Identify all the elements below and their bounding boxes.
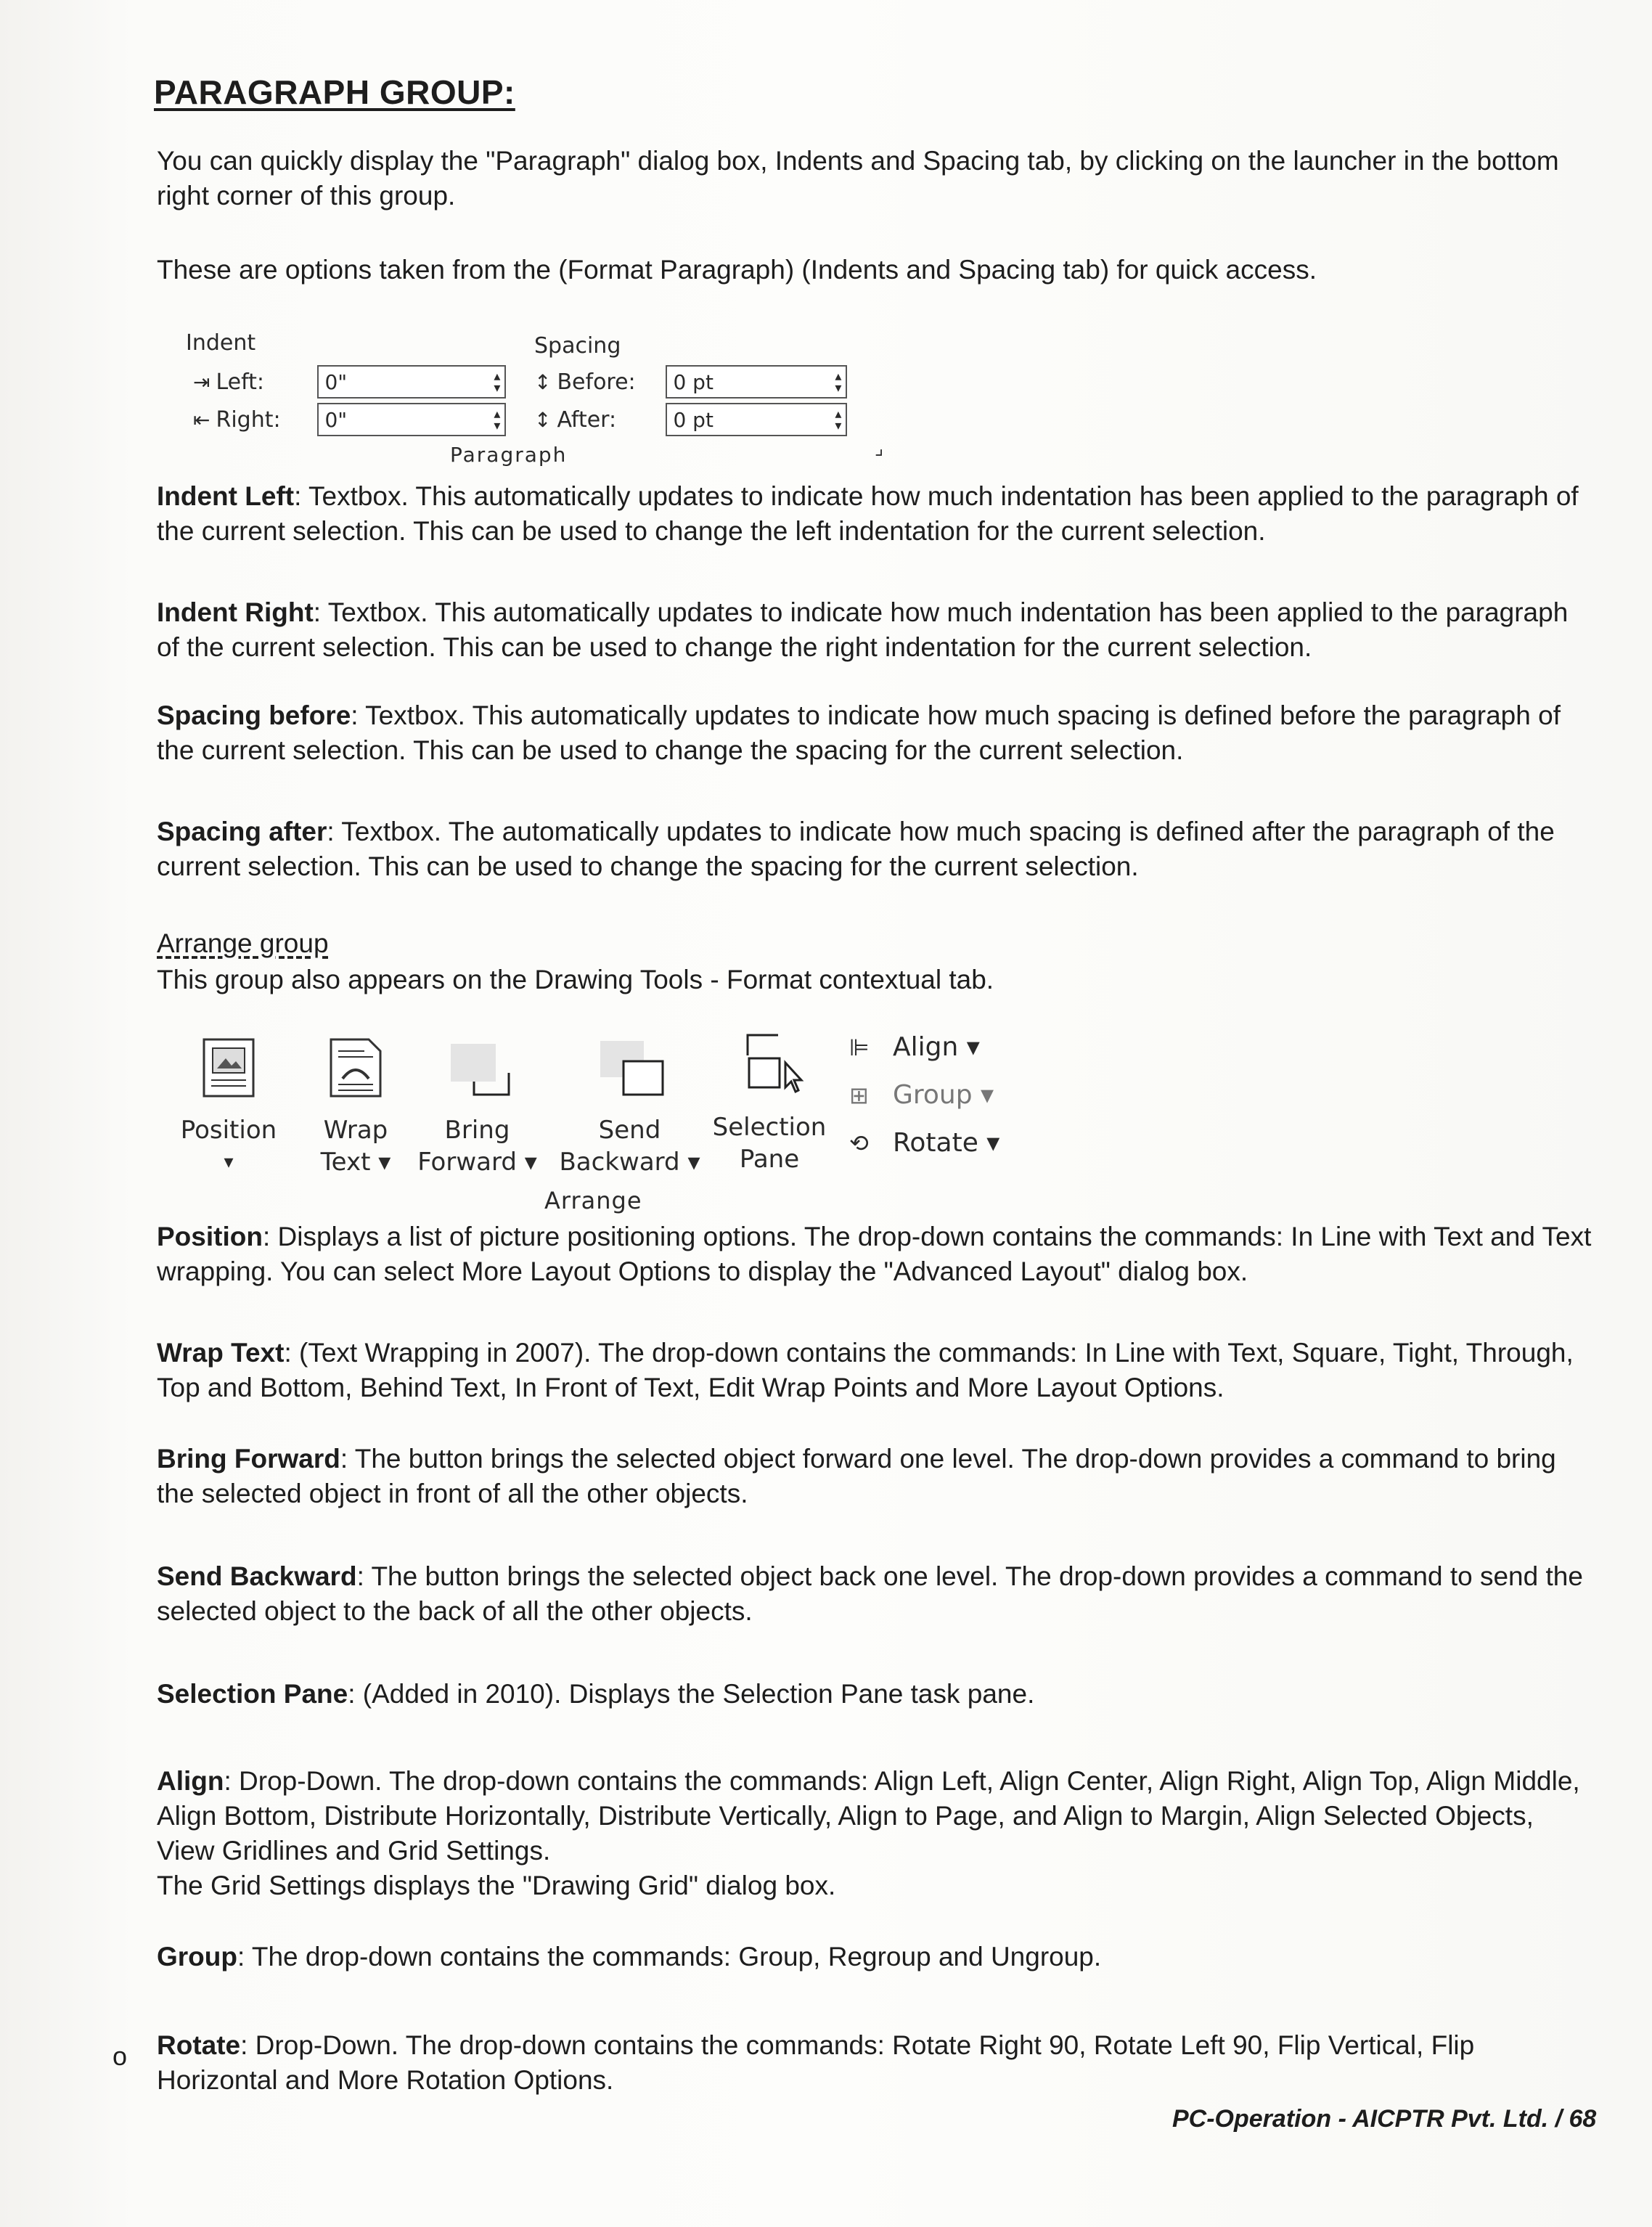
indent-left-value: 0" — [324, 369, 348, 394]
page-footer: PC-Operation - AICPTR Pvt. Ltd. / 68 — [1172, 2105, 1597, 2133]
intro-paragraph-1: You can quickly display the "Paragraph" dialog box, Indents and Spacing tab, by clicking on the launcher in the bottom right corner of this group. — [157, 146, 1559, 211]
arrange-heading: Arrange group — [157, 928, 329, 958]
item-bring-forward — [157, 1442, 1594, 1511]
bring-forward-label-2: Forward ▾ — [417, 1148, 537, 1177]
send-backward-icon — [590, 1037, 670, 1099]
arrange-group-widget — [167, 1023, 1023, 1212]
spacing-before-icon: ↕ — [534, 369, 552, 394]
item-text: : The button brings the selected object back one level. The drop-down provides a command to send the selected object to the back of all the other objects. — [157, 1561, 1583, 1626]
indent-right-row — [193, 403, 506, 436]
selection-pane-label-2: Pane — [739, 1145, 800, 1174]
item-label: Group — [157, 1942, 237, 1971]
intro-paragraph-2: These are options taken from the (Format Paragraph) (Indents and Spacing tab) for quick access. — [157, 255, 1317, 285]
item-send-backward — [157, 1559, 1594, 1629]
item-text: : Drop-Down. The drop-down contains the commands: Align Left, Align Center, Align Right, Align Top, Align Middle, Align Bottom, Distribute Horizontally, Distribute Vertically, Align to Page, and Align to Margin, Align Selected Objects, View Gridlines and Grid Settings. — [157, 1766, 1580, 1866]
page-title: PARAGRAPH GROUP: — [154, 73, 515, 111]
position-button[interactable] — [167, 1037, 290, 1178]
item-text: : Displays a list of picture positioning options. The drop-down contains the commands: In Line with Text and Text wrapping. You can select More Layout Options to display the "Advanced Layout" dialog box. — [157, 1222, 1592, 1286]
item-label: Spacing before — [157, 700, 351, 730]
spacing-before-spinner-icon[interactable]: ▴ ▾ — [835, 369, 842, 396]
item-label: Rotate — [157, 2030, 241, 2060]
spacing-after-value: 0 pt — [673, 407, 713, 432]
align-button[interactable] — [849, 1032, 980, 1062]
item-align — [157, 1764, 1594, 1868]
spacing-before-field[interactable] — [666, 365, 847, 399]
bring-forward-icon — [438, 1037, 518, 1099]
send-backward-label: Send — [598, 1116, 661, 1145]
item-rotate — [157, 2028, 1594, 2098]
item-label: Bring Forward — [157, 1444, 340, 1474]
item-label: Align — [157, 1766, 224, 1796]
indent-right-field[interactable] — [317, 403, 506, 436]
item-spacing-after — [157, 814, 1594, 884]
spacing-after-spinner-icon[interactable]: ▴ ▾ — [835, 406, 842, 433]
indent-right-spinner-icon[interactable]: ▴ ▾ — [494, 406, 501, 433]
spacing-after-icon: ↕ — [534, 407, 552, 432]
group-button[interactable] — [849, 1080, 994, 1110]
arrange-subtext: This group also appears on the Drawing Tools - Format contextual tab. — [157, 965, 994, 994]
indent-left-icon: ⇥ — [193, 369, 210, 394]
bring-forward-button[interactable] — [399, 1037, 555, 1178]
item-text: : Textbox. This automatically updates to indicate how much indentation has been applied to the paragraph of the current selection. This can be used to change the right indentation for the current selection. — [157, 597, 1569, 662]
item-text: : The drop-down contains the commands: Group, Regroup and Ungroup. — [237, 1942, 1102, 1971]
dialog-launcher-icon[interactable]: ⌟ — [875, 438, 884, 459]
item-text: : Textbox. The automatically updates to indicate how much spacing is defined after the paragraph of the current selection. This can be used to change the spacing for the current selection. — [157, 817, 1555, 881]
item-indent-right — [157, 595, 1594, 665]
selection-pane-button[interactable] — [704, 1031, 835, 1175]
spacing-before-label: Before: — [557, 369, 636, 395]
spacing-before-value: 0 pt — [673, 369, 713, 394]
indent-right-value: 0" — [324, 407, 348, 432]
wrap-text-label-2: Text ▾ — [320, 1148, 391, 1177]
indent-left-label: Left: — [216, 369, 265, 395]
wrap-text-icon — [328, 1037, 383, 1099]
paragraph-group-label: Paragraph — [450, 443, 568, 467]
item-text: : (Text Wrapping in 2007). The drop-down contains the commands: In Line with Text, Square, Tight, Through, Top and Bottom, Behind Text, In Front of Text, Edit Wrap Points and More Layout Options. — [157, 1338, 1574, 1402]
position-label: Position — [180, 1116, 277, 1145]
rotate-label: Rotate ▾ — [893, 1128, 1000, 1158]
rotate-icon: ⟲ — [849, 1129, 869, 1157]
item-text: : Textbox. This automatically updates to indicate how much spacing is defined before the paragraph of the current selection. This can be used to change the spacing for the current selection. — [157, 700, 1561, 765]
arrange-group-label: Arrange — [544, 1187, 642, 1214]
item-label: Selection Pane — [157, 1679, 348, 1709]
item-label: Indent Left — [157, 481, 295, 511]
item-spacing-before — [157, 698, 1594, 768]
item-label: Position — [157, 1222, 263, 1251]
item-wrap-text — [157, 1336, 1594, 1405]
item-text: : The button brings the selected object forward one level. The drop-down provides a command to bring the selected object in front of all the other objects. — [157, 1444, 1556, 1508]
item-text: : (Added in 2010). Displays the Selection Pane task pane. — [348, 1679, 1035, 1709]
item-label: Wrap Text — [157, 1338, 285, 1368]
bullet-mark: o — [113, 2041, 128, 2071]
position-icon — [201, 1037, 256, 1099]
group-icon: ⊞ — [849, 1081, 869, 1109]
item-selection-pane — [157, 1677, 1594, 1712]
spacing-before-row — [534, 365, 847, 399]
indent-right-label: Right: — [216, 406, 281, 433]
position-dropdown-icon[interactable]: ▾ — [224, 1151, 234, 1173]
indent-right-icon: ⇤ — [193, 407, 210, 432]
align-icon: ⊫ — [849, 1033, 870, 1061]
item-group — [157, 1940, 1594, 1974]
item-label: Indent Right — [157, 597, 314, 627]
item-label: Send Backward — [157, 1561, 357, 1591]
group-label: Group ▾ — [893, 1080, 994, 1110]
item-label: Spacing after — [157, 817, 327, 846]
item-text: : Drop-Down. The drop-down contains the commands: Rotate Right 90, Rotate Left 90, Flip Vertical, Flip Horizontal and More Rotation Options. — [157, 2030, 1475, 2095]
selection-pane-icon — [733, 1031, 806, 1096]
wrap-text-label: Wrap — [323, 1116, 388, 1145]
indent-header: Indent — [186, 330, 256, 356]
selection-pane-label: Selection — [712, 1113, 827, 1142]
item-text: The Grid Settings displays the "Drawing Grid" dialog box. — [157, 1871, 836, 1900]
rotate-button[interactable] — [849, 1128, 999, 1158]
align-label: Align ▾ — [893, 1032, 980, 1062]
bring-forward-label: Bring — [444, 1116, 510, 1145]
item-text: : Textbox. This automatically updates to indicate how much indentation has been applied to the paragraph of the current selection. This can be used to change the left indentation for the current selection. — [157, 481, 1579, 546]
indent-left-field[interactable] — [317, 365, 506, 399]
send-backward-button[interactable] — [548, 1037, 711, 1178]
paragraph-group-widget — [181, 330, 907, 483]
spacing-after-field[interactable] — [666, 403, 847, 436]
spacing-after-row — [534, 403, 847, 436]
spacing-header: Spacing — [534, 333, 621, 359]
item-indent-left — [157, 479, 1594, 549]
send-backward-label-2: Backward ▾ — [559, 1148, 700, 1177]
item-grid-settings — [157, 1868, 1594, 1903]
indent-left-row — [193, 365, 506, 399]
indent-left-spinner-icon[interactable]: ▴ ▾ — [494, 369, 501, 396]
spacing-after-label: After: — [557, 406, 617, 433]
item-position — [157, 1219, 1594, 1289]
